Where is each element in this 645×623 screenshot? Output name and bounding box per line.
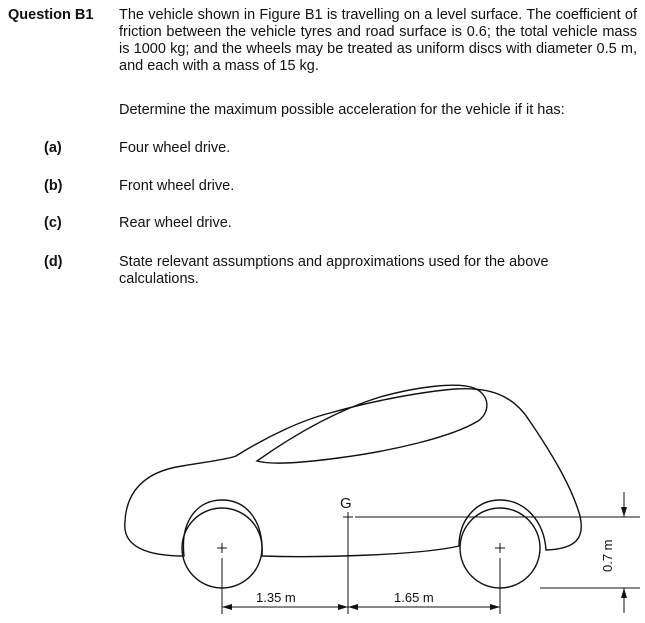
part-a-label: (a) [44,140,62,156]
part-d-text: State relevant assumptions and approximations used for the above calculations. [119,254,549,287]
vehicle-figure [0,330,645,623]
dim-label-rear-to-cg: 1.35 m [256,590,296,605]
question-intro: The vehicle shown in Figure B1 is travelling on a level surface. The coefficient of friction between the vehicle tyres and road surface is 0.6; the total vehicle mass is 1000 kg; and the wheels may be treated as uniform discs with diameter 0.5 m, and each with a mass of 15 kg. [119,7,637,74]
question-label: Question B1 [8,7,94,23]
cg-label: G [340,495,352,512]
arrowhead [490,604,500,610]
rear-wheel-centre-mark [217,543,227,553]
car-window [257,385,487,463]
arrowhead [348,604,358,610]
arrowhead [621,588,627,598]
arrowhead [621,507,627,517]
arrowhead [338,604,348,610]
part-c-label: (c) [44,215,62,231]
car-body-outline [125,389,582,557]
part-b-label: (b) [44,178,63,194]
part-d-label: (d) [44,254,63,270]
arrowhead [222,604,232,610]
dim-label-cg-to-front: 1.65 m [394,590,434,605]
front-wheel-centre-mark [495,543,505,553]
dim-label-cg-height: 0.7 m [600,539,615,572]
part-c-text: Rear wheel drive. [119,215,232,231]
part-a-text: Four wheel drive. [119,140,231,156]
cg-marker [343,512,353,522]
part-b-text: Front wheel drive. [119,178,235,194]
question-prompt: Determine the maximum possible acceleration for the vehicle if it has: [119,102,565,118]
